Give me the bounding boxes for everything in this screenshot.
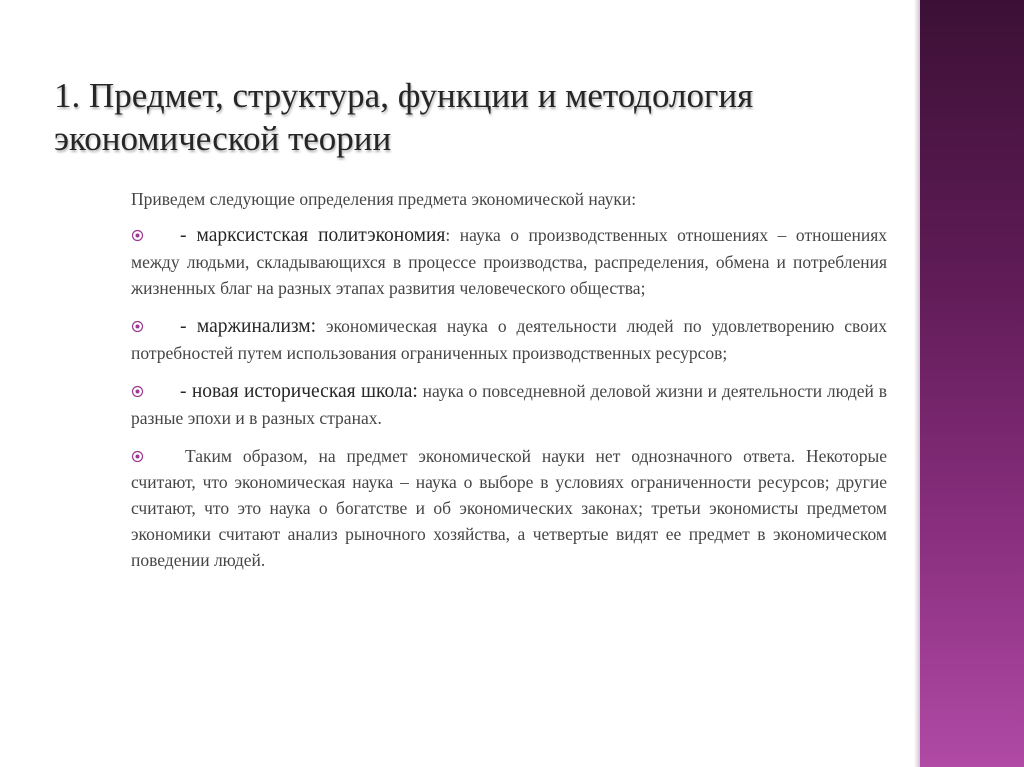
bullet-text: Таким образом, на предмет экономической науки нет однозначного ответа. Некоторые считают, что экономическая наука – наука о выборе в условиях ограниченности ресурсов; другие считают, что это наука о богатстве и об экономических законах; третьи экономисты предметом экономики считают анализ рыночного хозяйства, а четвертые видят ее предмет в экономическом поведении людей.	[131, 446, 887, 570]
circle-bullet-icon	[131, 450, 144, 463]
bullet-conclusion	[131, 443, 887, 573]
circle-bullet-icon	[131, 229, 144, 242]
slide-body	[131, 186, 887, 585]
decorative-side-band	[920, 0, 1024, 767]
bullet-lead: - маржинализм:	[180, 316, 317, 337]
circle-bullet-icon	[131, 320, 144, 333]
bullet-text: экономическая наука о деятельности людей по удовлетворению своих потребностей путем использования ограниченных производственных ресурсов;	[131, 316, 887, 363]
slide-title: 1. Предмет, структура, функции и методология экономической теории	[54, 76, 754, 158]
bullet-marxist	[131, 222, 887, 301]
bullet-lead: - новая историческая школа:	[180, 381, 418, 402]
circle-bullet-icon	[131, 385, 144, 398]
bullet-text: наука о повседневной деловой жизни и деятельности людей в разные эпохи и в разных странах.	[131, 381, 887, 428]
intro-text: Приведем следующие определения предмета экономической науки:	[131, 189, 637, 209]
bullet-marginalism	[131, 313, 887, 366]
bullet-lead: - марксистская политэкономия	[180, 225, 446, 246]
bullet-text: : наука о производственных отношениях – отношениях между людьми, складывающихся в процессе производства, распределения, обмена и потребления жизненных благ на разных этапах развития человеческого общества;	[131, 225, 887, 298]
bullet-historical-school	[131, 378, 887, 431]
